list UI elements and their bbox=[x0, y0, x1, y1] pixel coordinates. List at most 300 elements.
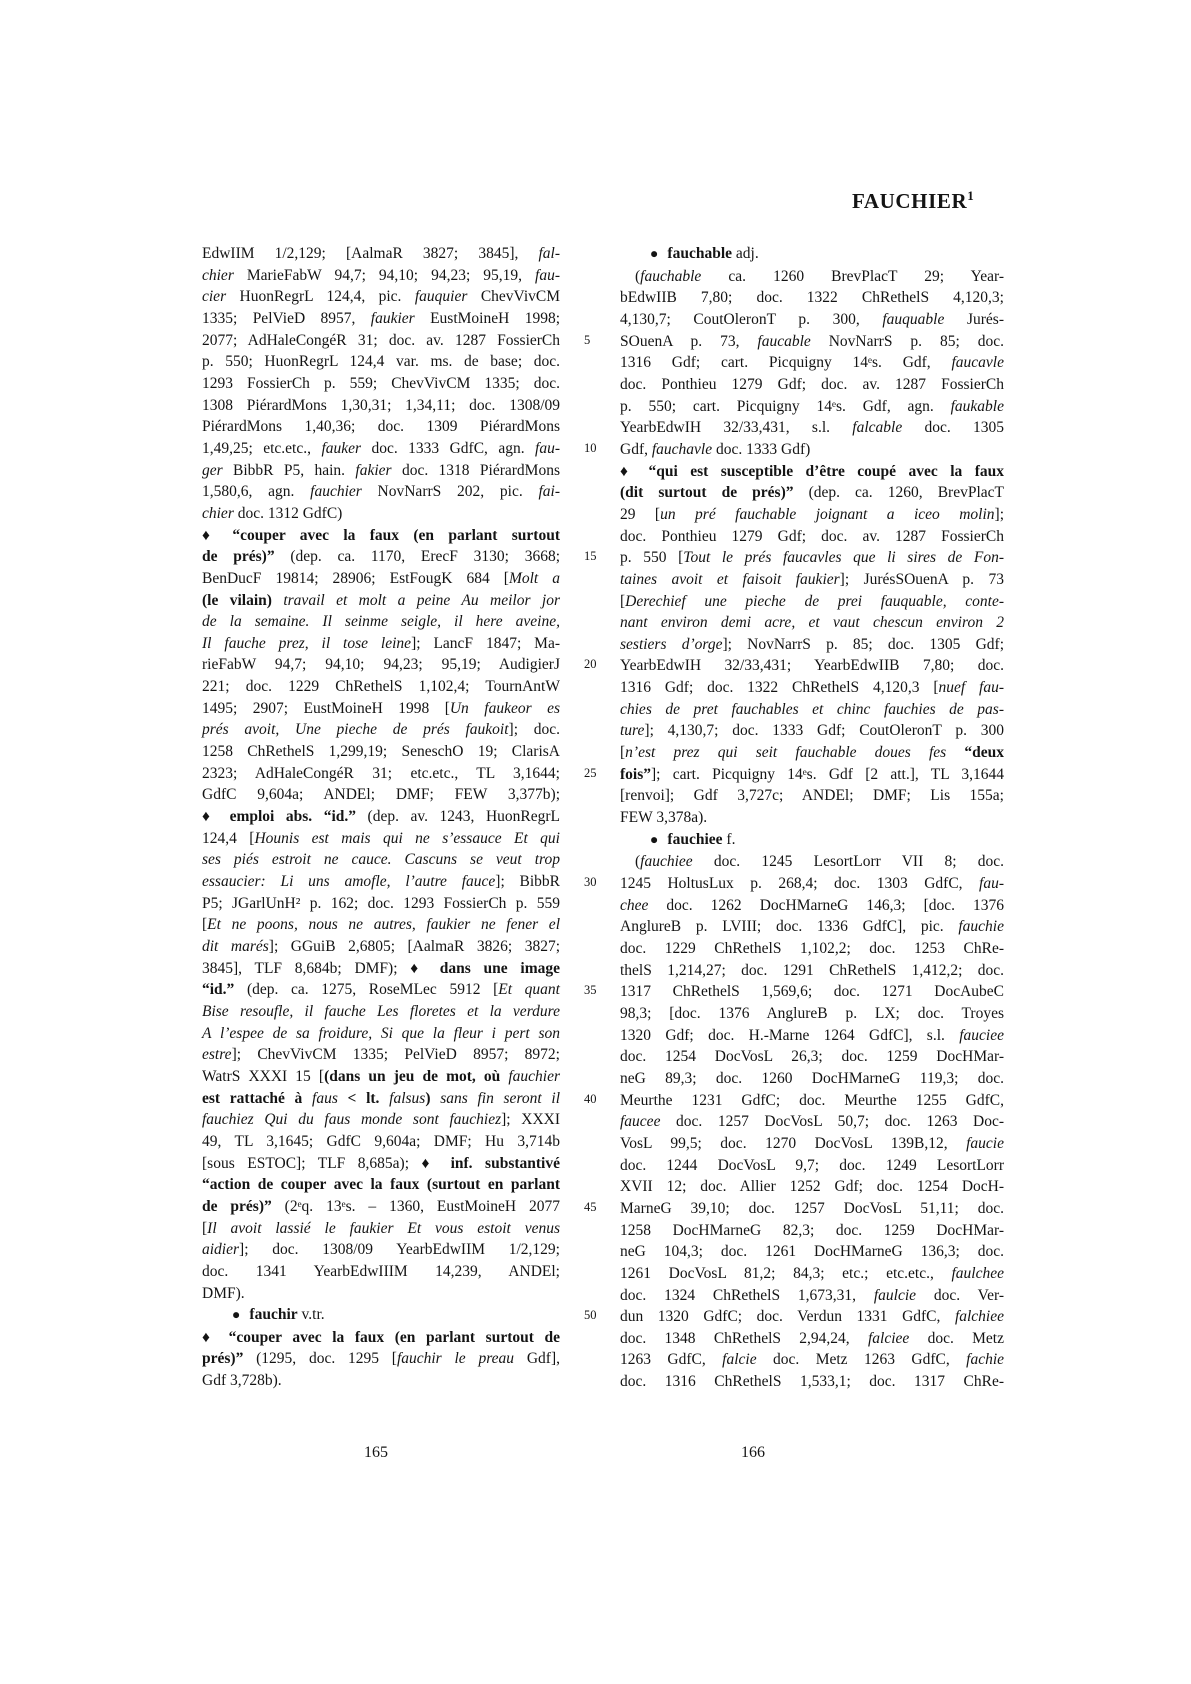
text-segment: ]; doc. 1308/09 YearbEdwIIM 1/2,129; bbox=[239, 1241, 560, 1259]
text-segment: < lt. bbox=[337, 1089, 390, 1107]
entry-bullet-marker: ● bbox=[232, 1308, 241, 1324]
text-segment: [ bbox=[620, 592, 626, 610]
text-line bbox=[620, 1328, 1004, 1350]
text-segment: doc. 1333 GdfC, agn. bbox=[361, 439, 536, 457]
text-line bbox=[620, 352, 1004, 374]
text-segment: Hounis est mais qui ne s’essauce Et qui bbox=[254, 829, 560, 847]
text-segment: fauciee bbox=[959, 1026, 1004, 1044]
line-number: 15 bbox=[584, 549, 597, 564]
text-segment: fauchiee bbox=[667, 830, 723, 848]
text-segment: 1293 FossierCh p. 559; ChevVivCM 1335; doc. bbox=[202, 374, 560, 392]
text-segment: 124,4 [ bbox=[202, 829, 255, 847]
text-segment: fauquable bbox=[882, 310, 945, 328]
text-segment: chee bbox=[620, 896, 649, 914]
text-segment: fauchie bbox=[958, 918, 1004, 936]
text-line bbox=[202, 265, 560, 287]
text-line bbox=[620, 482, 1004, 504]
text-segment: 221; doc. 1229 ChRethelS 1,102,4; TournAntW bbox=[202, 678, 560, 696]
line-number: 40 bbox=[584, 1091, 597, 1106]
text-segment: 1308 PiérardMons 1,30,31; 1,34,11; doc. 1308/09 bbox=[202, 396, 560, 414]
text-line bbox=[202, 546, 560, 568]
text-segment: chies de pret fauchables et chinc fauchies de pas- bbox=[620, 700, 1004, 718]
text-segment: fauchable bbox=[667, 245, 733, 262]
text-line bbox=[620, 720, 1004, 742]
line-number: 30 bbox=[584, 875, 597, 890]
text-segment: 29 [ bbox=[620, 505, 661, 523]
text-segment: ca. 1260 BrevPlacT 29; Year- bbox=[701, 267, 1004, 285]
text-line bbox=[620, 309, 1004, 331]
text-segment: fal- bbox=[538, 245, 560, 262]
text-line bbox=[620, 1371, 1004, 1393]
text-segment: falciee bbox=[867, 1329, 910, 1347]
text-segment: cier bbox=[202, 288, 227, 306]
running-head-superscript: 1 bbox=[967, 188, 975, 203]
line-number: 45 bbox=[584, 1199, 597, 1214]
text-line bbox=[620, 1155, 1004, 1177]
text-segment: doc. 1318 PiérardMons bbox=[391, 461, 560, 479]
text-line bbox=[202, 828, 560, 850]
text-line bbox=[202, 914, 560, 936]
text-segment: [sous ESTOC]; TLF 8,685a); ♦ bbox=[202, 1154, 451, 1172]
text-segment: un pré fauchable joignant a iceo molin bbox=[660, 505, 995, 523]
text-segment: 2323; AdHaleCongéR 31; etc.etc., TL 3,1644; bbox=[202, 764, 560, 782]
text-segment: p. 550 [ bbox=[620, 549, 684, 567]
text-segment: Il fauche prez, il tose leine bbox=[202, 634, 412, 652]
text-line bbox=[620, 938, 1004, 960]
text-segment: sestiers d’orge bbox=[620, 635, 723, 653]
text-segment: prés avoit, Une pieche de prés faukoit bbox=[202, 721, 509, 739]
text-line bbox=[202, 1001, 560, 1023]
text-segment: 1258 ChRethelS 1,299,19; SeneschO 19; ClarisA bbox=[202, 743, 560, 761]
text-segment: VosL 99,5; doc. 1270 DocVosL 139B,12, bbox=[620, 1134, 967, 1152]
entry-bullet-marker: ● bbox=[650, 832, 659, 848]
text-line bbox=[620, 742, 1004, 764]
text-line bbox=[584, 331, 1004, 353]
text-segment: doc. Ponthieu 1279 Gdf; doc. av. 1287 FossierCh bbox=[620, 375, 1004, 393]
text-segment: 1,49,25; etc.etc., bbox=[202, 439, 322, 457]
text-segment: nant environ demi acre, et vaut chescun environ 2 bbox=[620, 614, 1004, 632]
text-segment: Et ne poons, nous ne autres, faukier ne fener el bbox=[207, 916, 560, 934]
text-line bbox=[202, 1109, 560, 1131]
text-segment: fauchier bbox=[310, 483, 362, 501]
text-line bbox=[202, 438, 560, 460]
text-line bbox=[202, 1044, 560, 1066]
text-segment: fakier bbox=[355, 461, 392, 479]
text-line bbox=[620, 895, 1004, 917]
text-segment: falcie bbox=[722, 1351, 757, 1369]
text-line bbox=[620, 699, 1004, 721]
text-line bbox=[202, 1088, 560, 1110]
text-segment: Gdf 3,728b). bbox=[202, 1372, 282, 1390]
text-segment: faus bbox=[312, 1089, 338, 1107]
text-segment: Derechief une pieche de prei fauquable, conte- bbox=[625, 592, 1004, 610]
text-segment: aidier bbox=[202, 1241, 240, 1259]
text-line bbox=[202, 784, 560, 806]
running-head-title: FAUCHIER bbox=[852, 189, 968, 213]
text-line bbox=[584, 547, 1004, 569]
line-number: 35 bbox=[584, 983, 597, 998]
text-line bbox=[620, 417, 1004, 439]
text-segment: Gdf, bbox=[620, 440, 652, 458]
text-segment: p. 550; cart. Picquigny 14ᵉs. Gdf, agn. bbox=[620, 397, 951, 415]
text-segment: BenDucF 19814; 28906; EstFougK 684 [ bbox=[202, 569, 509, 587]
text-segment: 1316 Gdf; doc. 1322 ChRethelS 4,120,3 [ bbox=[620, 679, 939, 697]
text-segment: (dep. ca. 1275, RoseMLec 5912 [ bbox=[234, 981, 499, 999]
text-segment: (dep. ca. 1170, ErecF 3130; 3668; bbox=[274, 548, 560, 566]
text-segment: 1320 Gdf; doc. H.-Marne 1264 GdfC], s.l. bbox=[620, 1026, 960, 1044]
text-segment: fauquier bbox=[414, 288, 468, 306]
text-segment: NovNarrS p. 85; doc. bbox=[810, 332, 1004, 350]
text-segment: 4,130,7; CoutOleronT p. 300, bbox=[620, 310, 883, 328]
text-segment: Et quant bbox=[498, 981, 560, 999]
text-segment: ]; GGuiB 2,6805; [AalmaR 3826; 3827; bbox=[268, 938, 560, 955]
text-segment: ( bbox=[635, 267, 641, 285]
text-segment: faucee bbox=[620, 1113, 661, 1131]
text-segment: 1495; 2907; EustMoineH 1998 [ bbox=[202, 699, 450, 717]
text-line bbox=[620, 287, 1004, 309]
page-number-left: 165 bbox=[364, 1444, 388, 1461]
text-segment: ]; ChevVivCM 1335; PelVieD 8957; 8972; bbox=[231, 1046, 560, 1064]
text-segment: GdfC 9,604a; ANDEl; DMF; FEW 3,377b); bbox=[202, 786, 560, 804]
text-segment: faulchee bbox=[951, 1264, 1004, 1282]
text-line bbox=[620, 504, 1004, 526]
text-segment: inf. substantivé bbox=[450, 1154, 560, 1172]
text-segment: doc. 1333 Gdf) bbox=[712, 440, 811, 458]
text-segment: thelS 1,214,27; doc. 1291 ChRethelS 1,412,2; doc. bbox=[620, 961, 1004, 979]
text-segment: (dans un jeu de mot, où bbox=[324, 1067, 509, 1085]
text-segment: ]; cart. Picquigny 14ᵉs. Gdf [2 att.], TL 3,1644 bbox=[651, 765, 1004, 783]
text-line bbox=[202, 568, 560, 590]
text-line bbox=[620, 1241, 1004, 1263]
text-segment: 3845], TLF 8,684b; DMF); ♦ bbox=[202, 959, 440, 977]
text-line bbox=[202, 1261, 560, 1283]
text-segment: FEW 3,378a). bbox=[620, 809, 708, 827]
text-segment: v.tr. bbox=[297, 1306, 325, 1324]
text-line bbox=[620, 1046, 1004, 1068]
text-segment: est rattaché à bbox=[202, 1089, 313, 1107]
text-segment: AnglureB p. LVIII; doc. 1336 GdfC], pic. bbox=[620, 918, 959, 936]
page-number-right: 166 bbox=[741, 1444, 765, 1461]
text-segment: “id.” bbox=[202, 981, 235, 999]
text-line bbox=[620, 1263, 1004, 1285]
text-line bbox=[202, 1348, 560, 1370]
entry-bullet-marker: ● bbox=[650, 247, 659, 262]
text-line bbox=[620, 591, 1004, 613]
text-line bbox=[202, 958, 560, 980]
text-line bbox=[202, 741, 560, 763]
text-segment: doc. 1262 DocHMarneG 146,3; [doc. 1376 bbox=[648, 896, 1004, 914]
text-segment: XVII 12; doc. Allier 1252 Gdf; doc. 1254 DocH- bbox=[620, 1178, 1004, 1196]
text-segment: [ bbox=[202, 1219, 208, 1237]
text-segment: doc. 1229 ChRethelS 1,102,2; doc. 1253 ChRe- bbox=[620, 940, 1004, 957]
text-line bbox=[620, 374, 1004, 396]
text-segment: A l’espee de sa froidure, Si que la fleur i pert son bbox=[202, 1024, 560, 1042]
text-segment: dun 1320 GdfC; doc. Verdun 1331 GdfC, bbox=[620, 1308, 955, 1326]
text-segment: ( bbox=[635, 853, 641, 871]
text-segment: fauchiee bbox=[640, 853, 693, 871]
text-segment: fois” bbox=[620, 765, 651, 783]
text-segment: doc. 1254 DocVosL 26,3; doc. 1259 DocHMar- bbox=[620, 1048, 1004, 1066]
text-line bbox=[620, 1003, 1004, 1025]
text-segment: falchiee bbox=[954, 1308, 1004, 1326]
text-segment: chier bbox=[202, 504, 234, 522]
text-segment: neG 89,3; doc. 1260 DocHMarneG 119,3; doc. bbox=[620, 1069, 1004, 1087]
text-line bbox=[620, 1349, 1004, 1371]
text-line bbox=[202, 395, 560, 417]
text-segment: p. 550; HuonRegrL 124,4 var. ms. de base; doc. bbox=[202, 353, 560, 371]
text-segment: MarieFabW 94,7; 94,10; 94,23; 95,19, bbox=[233, 266, 536, 284]
text-line bbox=[620, 1285, 1004, 1307]
text-line bbox=[620, 266, 1004, 288]
text-line bbox=[202, 893, 560, 915]
text-segment: doc. 1245 LesortLorr VII 8; doc. bbox=[692, 853, 1004, 871]
text-segment: SOuenA p. 73, bbox=[620, 332, 758, 350]
text-segment: 49, TL 3,1645; GdfC 9,604a; DMF; Hu 3,714b bbox=[202, 1132, 560, 1150]
text-segment: ]; BibbR bbox=[495, 873, 561, 891]
text-line bbox=[202, 979, 560, 1001]
text-line bbox=[620, 612, 1004, 634]
text-line bbox=[620, 1068, 1004, 1090]
text-segment: rieFabW 94,7; 94,10; 94,23; 95,19; AudigierJ bbox=[202, 656, 560, 674]
text-line bbox=[202, 806, 560, 828]
text-segment: essaucier: Li uns amofle, l’autre fauce bbox=[202, 873, 496, 891]
text-line bbox=[620, 677, 1004, 699]
text-segment: doc. 1324 ChRethelS 1,673,31, bbox=[620, 1286, 874, 1304]
text-line bbox=[620, 1133, 1004, 1155]
text-segment: fau- bbox=[535, 266, 560, 284]
text-segment: dit marés bbox=[202, 938, 269, 955]
text-segment: fau- bbox=[535, 439, 560, 457]
text-line bbox=[202, 676, 560, 698]
text-segment: ]; doc. bbox=[508, 721, 560, 739]
text-segment: MarneG 39,10; doc. 1257 DocVosL 51,11; doc. bbox=[620, 1199, 1004, 1217]
text-segment: fauchable bbox=[640, 267, 702, 285]
text-segment: neG 104,3; doc. 1261 DocHMarneG 136,3; doc. bbox=[620, 1243, 1004, 1261]
text-segment: dans une image bbox=[439, 959, 560, 977]
text-segment: BibbR P5, hain. bbox=[222, 461, 356, 479]
text-segment: “deux bbox=[946, 744, 1004, 762]
text-line bbox=[202, 763, 560, 785]
text-segment: de prés)” bbox=[202, 1197, 272, 1215]
text-segment: estre bbox=[202, 1046, 232, 1064]
text-segment: (dep. av. 1243, HuonRegrL bbox=[356, 808, 560, 826]
text-segment: bEdwIIB 7,80; doc. 1322 ChRethelS 4,120,3; bbox=[620, 289, 1004, 307]
text-segment: fauchir bbox=[249, 1306, 298, 1324]
diamond-sense-marker: ♦ bbox=[202, 1328, 217, 1346]
text-line bbox=[584, 1306, 1004, 1328]
text-segment: “couper avec la faux (en parlant surtout de bbox=[228, 1328, 560, 1346]
text-segment: ]; NovNarrS p. 85; doc. 1305 Gdf; bbox=[722, 635, 1005, 653]
text-line bbox=[620, 1176, 1004, 1198]
text-segment: nuef fau- bbox=[938, 679, 1005, 697]
text-segment: fauchir le preau bbox=[396, 1350, 515, 1368]
text-line bbox=[202, 525, 560, 547]
text-line bbox=[202, 460, 560, 482]
text-segment: adj. bbox=[732, 245, 759, 262]
text-line bbox=[620, 829, 1004, 852]
text-line bbox=[620, 243, 1004, 266]
text-segment: falsus bbox=[389, 1089, 426, 1107]
page-165-text-column bbox=[202, 243, 560, 1392]
text-line bbox=[202, 330, 560, 352]
text-line bbox=[202, 611, 560, 633]
text-line bbox=[202, 1023, 560, 1045]
text-segment: faucable bbox=[757, 332, 811, 350]
text-segment: doc. 1341 YearbEdwIIIM 14,239, ANDEl; bbox=[202, 1262, 560, 1280]
text-line bbox=[584, 764, 1004, 786]
text-segment: (dit surtout de prés)” bbox=[620, 484, 794, 502]
text-segment: Un faukeor es bbox=[449, 699, 560, 717]
text-segment: faucavle bbox=[951, 354, 1004, 372]
text-segment: DMF). bbox=[202, 1284, 245, 1302]
text-line bbox=[620, 960, 1004, 982]
text-segment: (dep. ca. 1260, BrevPlacT bbox=[793, 484, 1004, 502]
line-number: 50 bbox=[584, 1308, 597, 1323]
text-line bbox=[202, 416, 560, 438]
line-number: 5 bbox=[584, 332, 591, 347]
text-segment: fachie bbox=[966, 1351, 1005, 1369]
text-line bbox=[620, 785, 1004, 807]
text-segment: (2ᵉq. 13ᵉs. – 1360, EustMoineH 2077 bbox=[271, 1197, 561, 1215]
text-segment: 1335; PelVieD 8957, bbox=[202, 309, 371, 327]
text-segment: fauchavle bbox=[651, 440, 713, 458]
text-segment: emploi abs. “id.” bbox=[229, 808, 357, 826]
text-segment: 1258 DocHMarneG 82,3; doc. 1259 DocHMar- bbox=[620, 1221, 1004, 1239]
text-segment: fau- bbox=[979, 875, 1004, 893]
text-line bbox=[202, 481, 560, 503]
text-segment: ses piés estroit ne cauce. Cascuns se veut trop bbox=[202, 851, 560, 869]
text-segment: EdwIIM 1/2,129; [AalmaR 3827; 3845], bbox=[202, 245, 539, 262]
text-segment: ]; 4,130,7; doc. 1333 Gdf; CoutOleronT p. 300 bbox=[644, 722, 1004, 740]
text-line bbox=[202, 1174, 560, 1196]
diamond-sense-marker: ♦ bbox=[202, 526, 221, 544]
text-segment: NovNarrS 202, pic. bbox=[361, 483, 539, 501]
text-segment: sans fin seront il bbox=[440, 1089, 561, 1107]
text-line bbox=[202, 1239, 560, 1261]
text-line bbox=[202, 243, 560, 265]
text-line bbox=[202, 633, 560, 655]
text-line bbox=[584, 981, 1004, 1003]
text-segment: 1261 DocVosL 81,2; 84,3; etc.; etc.etc., bbox=[620, 1264, 952, 1282]
text-segment: doc. 1348 ChRethelS 2,94,24, bbox=[620, 1329, 868, 1347]
text-line bbox=[202, 1066, 560, 1088]
text-line bbox=[202, 1327, 560, 1349]
text-segment: HuonRegrL 124,4, pic. bbox=[226, 288, 415, 306]
text-line bbox=[202, 503, 560, 525]
text-segment: (1295, doc. 1295 [ bbox=[243, 1350, 397, 1368]
text-segment: 2077; AdHaleCongéR 31; doc. av. 1287 FossierCh bbox=[202, 331, 560, 349]
text-segment: 1245 HoltusLux p. 268,4; doc. 1303 GdfC, bbox=[620, 875, 980, 893]
text-line bbox=[620, 851, 1004, 873]
text-line bbox=[202, 849, 560, 871]
text-segment: [ bbox=[620, 744, 626, 762]
text-segment: 1316 Gdf; cart. Picquigny 14ᵉs. Gdf, bbox=[620, 354, 952, 372]
text-segment: “couper avec la faux (en parlant surtout bbox=[232, 526, 560, 544]
text-line bbox=[202, 308, 560, 330]
text-segment: faulcie bbox=[873, 1286, 917, 1304]
text-segment: ChevVivCM bbox=[467, 288, 560, 306]
text-line bbox=[202, 1196, 560, 1218]
text-segment: “action de couper avec la faux (surtout en parlant bbox=[202, 1176, 560, 1194]
page-166-text-column bbox=[584, 243, 1005, 1393]
text-line bbox=[584, 655, 1004, 677]
text-segment: ]; bbox=[994, 505, 1005, 523]
text-segment: Tout le prés faucavles que li sires de Fon- bbox=[683, 549, 1004, 567]
text-segment: doc. 1257 DocVosL 50,7; doc. 1263 Doc- bbox=[660, 1113, 1004, 1131]
text-segment: ]; XXXI bbox=[501, 1111, 560, 1129]
text-line bbox=[584, 873, 1004, 895]
text-line bbox=[584, 1090, 1004, 1112]
text-segment: [renvoi]; Gdf 3,727c; ANDEl; DMF; Lis 155a; bbox=[620, 787, 1004, 805]
running-head bbox=[852, 188, 974, 214]
text-segment: Molt a bbox=[508, 569, 560, 587]
text-segment: ]; LancF 1847; Ma- bbox=[411, 634, 560, 652]
text-segment: 1,580,6, agn. bbox=[202, 483, 311, 501]
text-segment: doc. Ver- bbox=[916, 1286, 1004, 1304]
text-segment: 1263 GdfC, bbox=[620, 1351, 723, 1369]
text-line bbox=[620, 1111, 1004, 1133]
text-line bbox=[202, 373, 560, 395]
text-segment: WatrS XXXI 15 [ bbox=[202, 1067, 325, 1085]
text-segment: ture bbox=[620, 722, 645, 740]
text-segment: Jurés- bbox=[944, 310, 1004, 328]
text-segment: doc. Ponthieu 1279 Gdf; doc. av. 1287 FossierCh bbox=[620, 527, 1004, 545]
text-segment: prés)” bbox=[202, 1350, 244, 1368]
text-line bbox=[202, 1304, 560, 1327]
text-segment: travail et molt a peine Au meilor jor bbox=[271, 591, 560, 609]
text-segment: 1317 ChRethelS 1,569,6; doc. 1271 DocAubeC bbox=[620, 983, 1004, 1001]
text-segment: taines avoit et faisoit faukier bbox=[620, 570, 840, 588]
text-line bbox=[620, 916, 1004, 938]
text-segment: doc. Metz bbox=[909, 1329, 1004, 1347]
text-line bbox=[620, 1025, 1004, 1047]
text-line bbox=[620, 1220, 1004, 1242]
text-segment: f. bbox=[722, 830, 736, 848]
text-segment: YearbEdwIH 32/33,431, s.l. bbox=[620, 419, 853, 437]
text-line bbox=[202, 1218, 560, 1240]
text-line bbox=[202, 286, 560, 308]
text-segment: n’est prez qui seit fauchable doues fes bbox=[625, 744, 947, 762]
text-segment: EustMoineH 1998; bbox=[414, 309, 560, 327]
text-segment: de la semaine. Il seinme seigle, il here aveine, bbox=[202, 613, 560, 631]
text-line bbox=[584, 1198, 1004, 1220]
text-line bbox=[202, 1370, 560, 1392]
text-segment: Il avoit lassié le faukier Et vous estoit venus bbox=[207, 1219, 560, 1237]
text-segment: de prés)” bbox=[202, 548, 275, 566]
text-line bbox=[202, 351, 560, 373]
text-line bbox=[202, 698, 560, 720]
text-line bbox=[202, 1131, 560, 1153]
text-segment: fai- bbox=[538, 483, 560, 501]
text-segment: fauchier bbox=[508, 1067, 561, 1085]
text-segment: “qui est susceptible d’être coupé avec la faux bbox=[648, 462, 1004, 480]
text-line bbox=[620, 569, 1004, 591]
text-segment: faucie bbox=[966, 1134, 1004, 1152]
text-segment: Bise resoufle, il fauche Les floretes et la verdure bbox=[202, 1002, 560, 1020]
text-line bbox=[620, 461, 1004, 483]
text-segment: ger bbox=[202, 461, 223, 479]
text-line bbox=[620, 396, 1004, 418]
text-line bbox=[202, 590, 560, 612]
text-segment: P5; JGarlUnH² p. 162; doc. 1293 FossierCh p. 559 bbox=[202, 894, 560, 912]
diamond-sense-marker: ♦ bbox=[620, 462, 637, 480]
text-segment: faukier bbox=[370, 309, 415, 327]
text-segment: 98,3; [doc. 1376 AnglureB p. LX; doc. Troyes bbox=[620, 1004, 1004, 1022]
text-line bbox=[202, 1153, 560, 1175]
text-segment: chier bbox=[202, 266, 234, 284]
text-segment: Meurthe 1231 GdfC; doc. Meurthe 1255 GdfC, bbox=[620, 1091, 1004, 1109]
text-segment: falcable bbox=[852, 419, 903, 437]
